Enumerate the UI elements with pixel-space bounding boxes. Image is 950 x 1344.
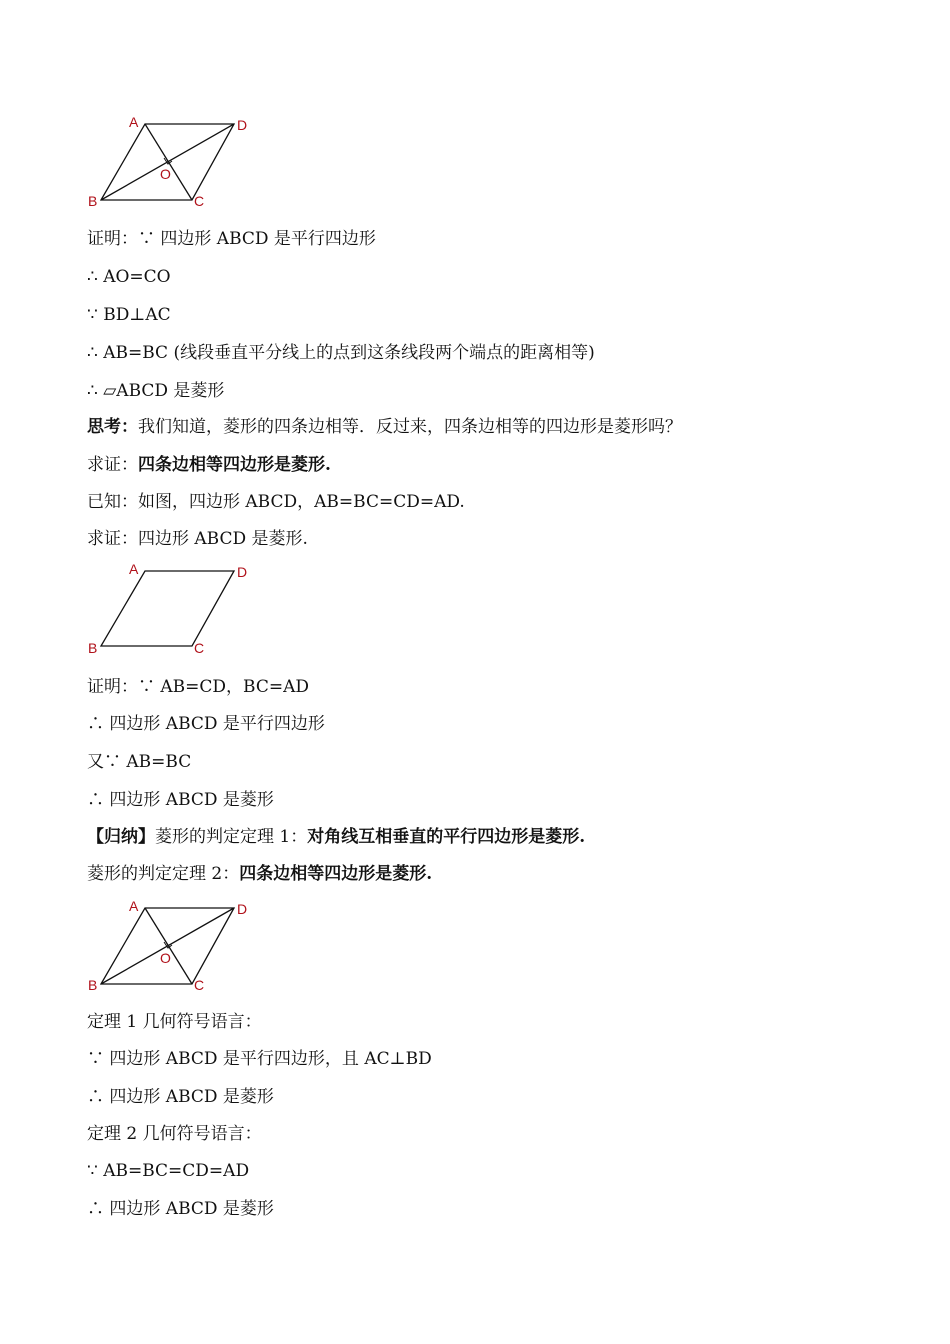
vertex-label-d: D xyxy=(237,901,248,917)
proof1-line4: ∴ AB=BC (线段垂直平分线上的点到这条线段两个端点的距离相等) xyxy=(87,343,595,363)
think-text: 我们知道，菱形的四条边相等．反过来，四条边相等的四边形是菱形吗？ xyxy=(138,417,682,437)
claim-paragraph xyxy=(87,454,331,476)
center-label-o: O xyxy=(160,950,171,966)
symbolic-t2-line2: ∴ 四边形 ABCD 是菱形 xyxy=(87,1199,274,1219)
vertex-label-c: C xyxy=(194,640,205,656)
theorem2-text: 四条边相等四边形是菱形. xyxy=(239,864,433,884)
vertex-label-a: A xyxy=(129,898,139,914)
vertex-label-c: C xyxy=(194,977,205,993)
summary-theorem2 xyxy=(87,863,432,885)
vertex-label-b: B xyxy=(88,193,98,209)
proof1-line5: ∴ ▱ABCD 是菱形 xyxy=(87,381,225,401)
summary-theorem1 xyxy=(87,826,585,848)
summary-tag: 【归纳】 xyxy=(87,827,155,847)
diagonal-bd xyxy=(101,124,234,200)
symbolic-t1-title: 定理 1 几何符号语言： xyxy=(87,1012,262,1032)
given-line: 已知：如图，四边形 ABCD，AB=BC=CD=AD. xyxy=(87,492,465,512)
symbolic-t1-line2: ∴ 四边形 ABCD 是菱形 xyxy=(87,1087,274,1107)
proof1-line3: ∵ BD⊥AC xyxy=(87,305,171,325)
center-label-o: O xyxy=(160,166,171,182)
proof2-line2: ∴ 四边形 ABCD 是平行四边形 xyxy=(87,714,325,734)
rhombus-figure-with-diagonals xyxy=(84,112,264,212)
theorem1-text: 对角线互相垂直的平行四边形是菱形. xyxy=(307,827,586,847)
symbolic-t2-title: 定理 2 几何符号语言： xyxy=(87,1124,262,1144)
symbolic-t2-line1: ∵ AB=BC=CD=AD xyxy=(87,1161,250,1181)
symbolic-t1-line1: ∵ 四边形 ABCD 是平行四边形，且 AC⊥BD xyxy=(87,1049,432,1069)
diagonal-bd xyxy=(101,908,234,984)
proof1-line1: 证明：∵ 四边形 ABCD 是平行四边形 xyxy=(87,229,376,249)
prove-line: 求证：四边形 ABCD 是菱形. xyxy=(87,529,308,549)
proof2-line1: 证明：∵ AB=CD，BC=AD xyxy=(87,677,310,697)
vertex-label-b: B xyxy=(88,640,98,656)
vertex-label-d: D xyxy=(237,564,248,580)
rhombus-figure-outline xyxy=(84,560,264,660)
think-label: 思考： xyxy=(87,417,138,437)
vertex-label-a: A xyxy=(129,561,139,577)
claim-text: 四条边相等四边形是菱形. xyxy=(138,455,331,475)
theorem1-label: 菱形的判定定理 1： xyxy=(155,827,308,847)
proof1-line2: ∴ AO=CO xyxy=(87,267,171,287)
proof2-line3: 又∵ AB=BC xyxy=(87,752,192,772)
vertex-label-d: D xyxy=(237,117,248,133)
vertex-label-c: C xyxy=(194,193,205,209)
proof2-line4: ∴ 四边形 ABCD 是菱形 xyxy=(87,790,274,810)
vertex-label-b: B xyxy=(88,977,98,993)
rhombus-figure-with-diagonals-2 xyxy=(84,896,264,996)
think-paragraph xyxy=(87,416,682,438)
rhombus-outline xyxy=(101,571,234,646)
theorem2-label: 菱形的判定定理 2： xyxy=(87,864,240,884)
vertex-label-a: A xyxy=(129,114,139,130)
claim-label: 求证： xyxy=(87,455,138,475)
